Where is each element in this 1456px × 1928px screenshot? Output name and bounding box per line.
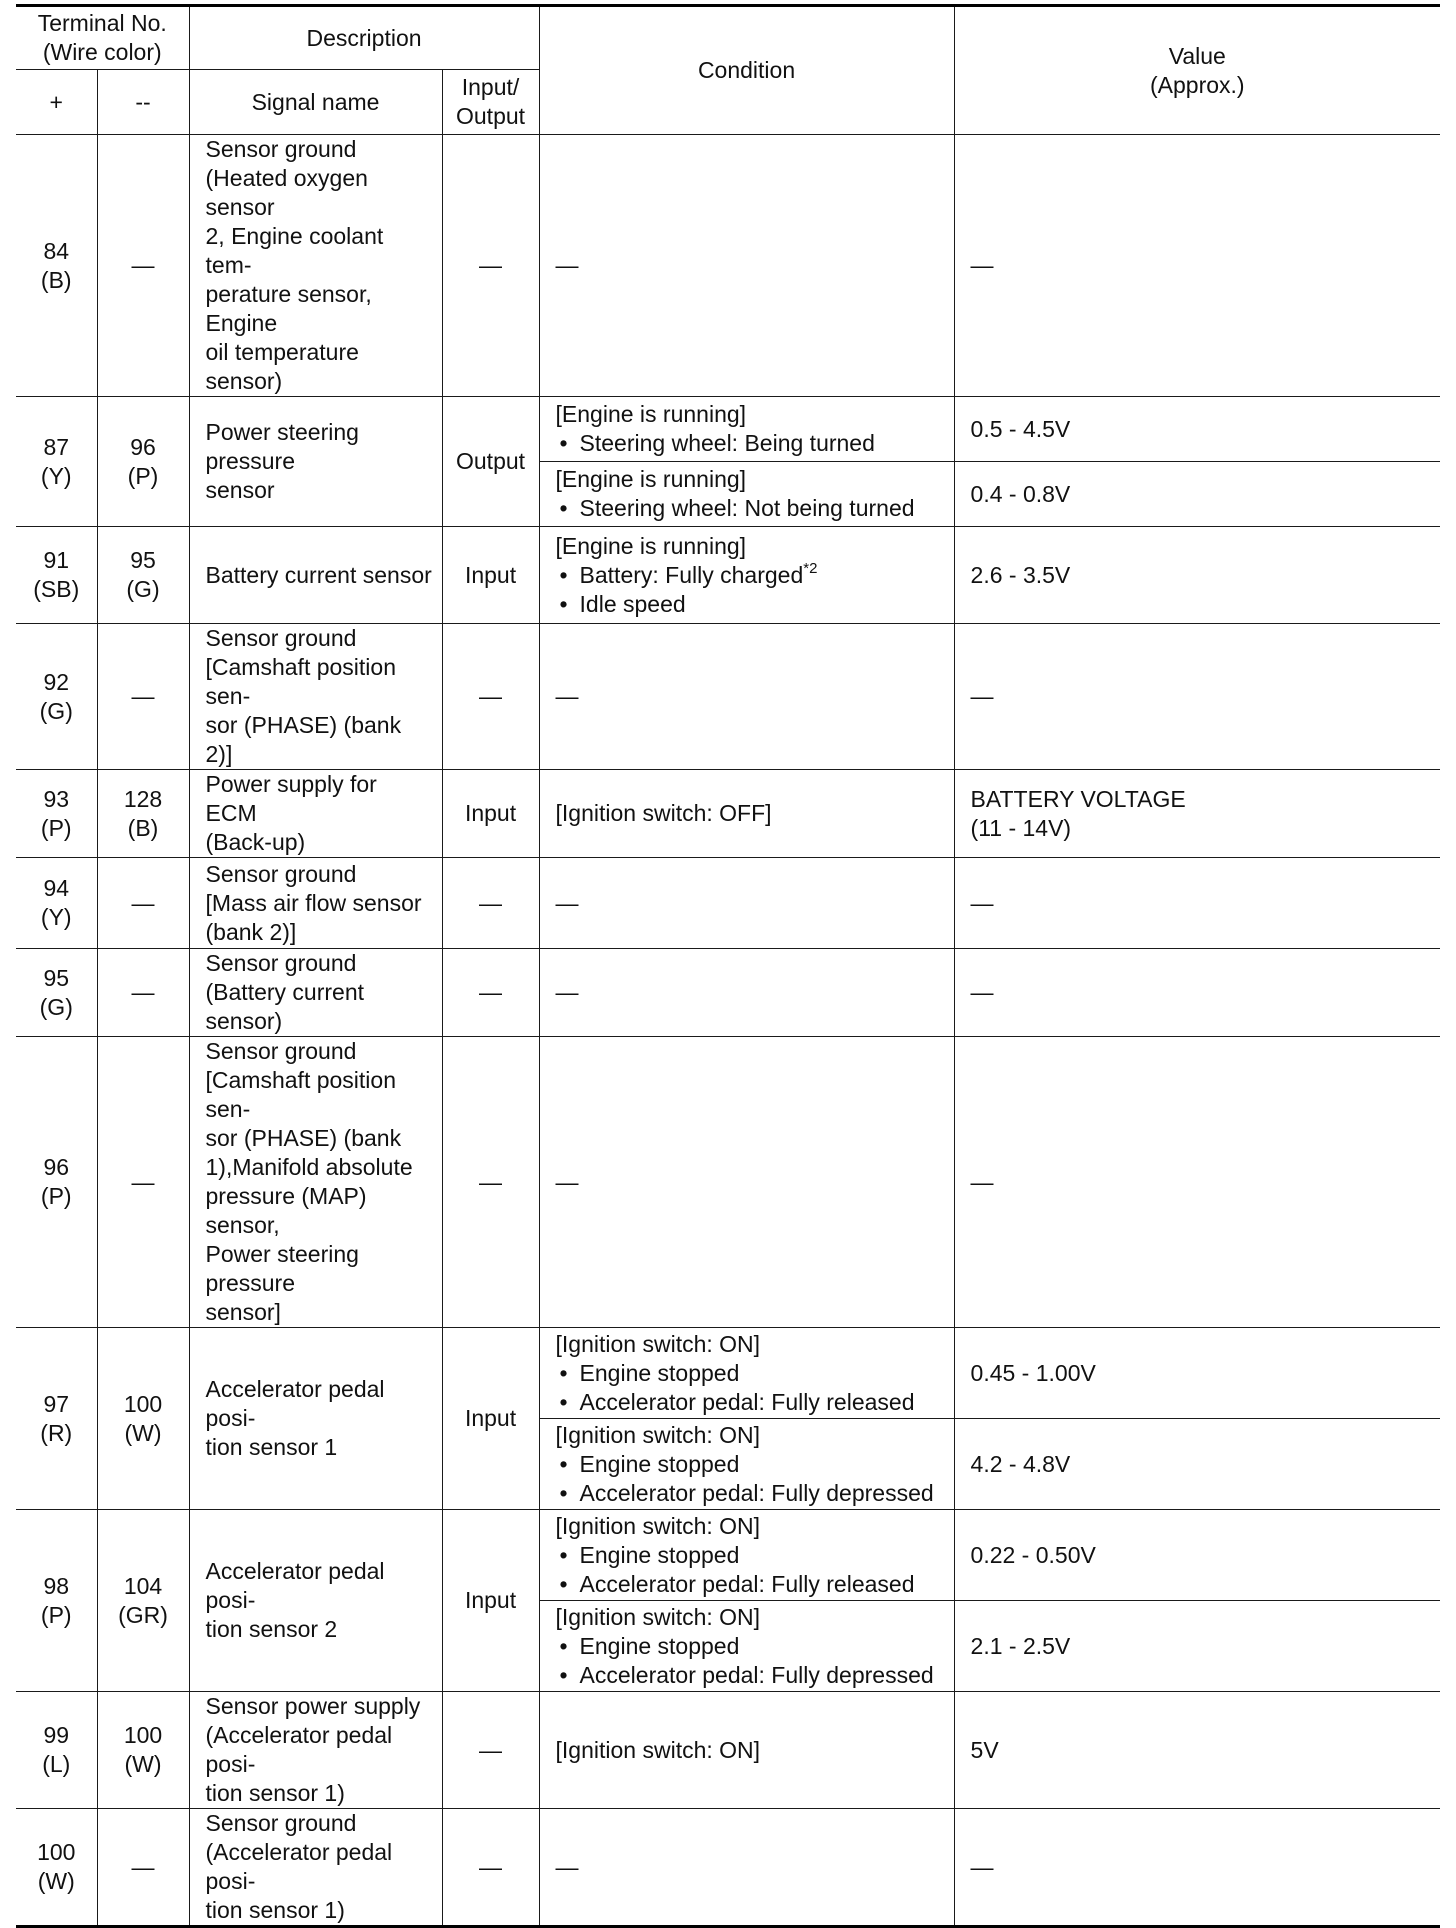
text-line: (P) <box>40 814 72 841</box>
text-line: Sensor ground <box>205 625 357 651</box>
bullet-text: Engine stopped <box>579 1632 740 1659</box>
terminal-plus <box>16 949 97 1037</box>
text-line: Sensor ground <box>205 136 357 162</box>
terminal-minus <box>97 1328 189 1510</box>
header-signal-name: Signal name <box>189 70 442 135</box>
terminal-plus <box>16 1328 97 1510</box>
text-line: (Back-up) <box>205 829 306 855</box>
bullet-text: Accelerator pedal: Fully released <box>579 1388 915 1415</box>
condition-bullet <box>556 1541 946 1570</box>
bullet-text: Accelerator pedal: Fully depressed <box>579 1479 934 1506</box>
bullet-text: Engine stopped <box>579 1450 740 1477</box>
text-line: 92 <box>43 668 70 695</box>
header-input-output: Input/ Output <box>442 70 539 135</box>
condition-head: [Engine is running] <box>555 401 747 427</box>
condition-head: [Engine is running] <box>555 466 747 492</box>
terminal-minus <box>97 624 189 770</box>
terminal-minus <box>97 527 189 624</box>
text-line: 99 <box>43 1722 70 1748</box>
table-row <box>16 1809 1440 1927</box>
text-line: (Accelerator pedal posi- <box>205 1839 393 1894</box>
text-line: (SB) <box>33 576 80 602</box>
condition-bullet <box>556 590 946 619</box>
condition <box>539 1809 954 1927</box>
text-line: 0.45 - 1.00V <box>970 1359 1096 1386</box>
condition-head: — <box>555 252 579 278</box>
text-line: [Mass air flow sensor <box>205 889 422 916</box>
text-line: Accelerator pedal posi- <box>205 1376 385 1431</box>
input-output: — <box>442 135 539 397</box>
text-line: 2.6 - 3.5V <box>970 561 1071 588</box>
condition-bullets <box>556 1541 946 1599</box>
text-line: — <box>131 1853 155 1880</box>
text-line: 93 <box>43 785 70 812</box>
text-line: (W) <box>124 1751 162 1777</box>
terminal-minus <box>97 1809 189 1927</box>
condition-bullets <box>556 561 946 619</box>
text-line: 94 <box>43 875 70 901</box>
terminal-plus <box>16 1809 97 1927</box>
text-line: tion sensor 1 <box>205 1434 338 1460</box>
text-line: Accelerator pedal posi- <box>205 1558 385 1613</box>
signal-name <box>189 397 442 527</box>
condition <box>539 1037 954 1328</box>
table-row <box>16 770 1440 858</box>
input-output: Input <box>442 527 539 624</box>
value <box>954 462 1440 527</box>
footnote-ref: *2 <box>803 559 818 577</box>
text-line: (P) <box>40 1183 72 1209</box>
text-line: — <box>970 1168 994 1195</box>
condition <box>539 1510 954 1601</box>
text-line: (GR) <box>118 1601 168 1628</box>
text-line: 97 <box>43 1390 70 1417</box>
terminal-plus <box>16 1692 97 1809</box>
text-line: 104 <box>123 1572 163 1599</box>
bullet-text: Engine stopped <box>579 1359 740 1386</box>
value <box>954 1037 1440 1328</box>
signal-name <box>189 858 442 949</box>
text-line: 1),Manifold absolute <box>205 1154 413 1180</box>
input-output: — <box>442 624 539 770</box>
text-line: Sensor ground <box>205 860 357 887</box>
table-row <box>16 624 1440 770</box>
signal-name <box>189 624 442 770</box>
condition <box>539 1328 954 1419</box>
text-line: (Battery current sensor) <box>205 979 365 1034</box>
text-line: (W) <box>124 1419 162 1446</box>
text-line: 0.4 - 0.8V <box>970 480 1071 507</box>
signal-name <box>189 135 442 397</box>
text-line: 98 <box>43 1572 70 1599</box>
terminal-plus <box>16 624 97 770</box>
condition-bullet <box>556 1661 946 1690</box>
condition-head: [Ignition switch: ON] <box>555 1421 761 1448</box>
terminal-minus <box>97 1037 189 1328</box>
condition-head: [Ignition switch: ON] <box>555 1330 761 1357</box>
text-line: 96 <box>43 1154 70 1180</box>
text-line: 91 <box>43 547 70 573</box>
text-line: tion sensor 1) <box>205 1780 345 1806</box>
condition-bullets <box>556 494 946 523</box>
input-output: — <box>442 1037 539 1328</box>
condition <box>539 527 954 624</box>
text-line: Battery current sensor <box>205 561 432 588</box>
text-line: 0.5 - 4.5V <box>970 415 1071 442</box>
text-line: sensor <box>205 477 275 503</box>
condition-bullets <box>556 429 946 458</box>
signal-name <box>189 1692 442 1809</box>
condition-head: — <box>555 1853 579 1880</box>
terminal-minus <box>97 135 189 397</box>
value <box>954 527 1440 624</box>
condition-bullet <box>556 494 946 523</box>
condition-bullets <box>556 1359 946 1417</box>
text-line: 0.22 - 0.50V <box>970 1541 1096 1568</box>
text-line: Power steering pressure <box>205 1241 359 1296</box>
condition <box>539 462 954 527</box>
value <box>954 624 1440 770</box>
text-line: (B) <box>127 814 159 841</box>
signal-name <box>189 527 442 624</box>
table-row <box>16 397 1440 462</box>
signal-name <box>189 1037 442 1328</box>
text-line: (G) <box>39 993 73 1020</box>
terminal-minus <box>97 949 189 1037</box>
text-line: 84 <box>43 237 70 264</box>
condition-head: — <box>555 979 579 1005</box>
condition-head: — <box>555 1168 579 1195</box>
text-line: Sensor ground <box>205 1038 357 1064</box>
text-line: — <box>970 683 994 709</box>
condition-head: — <box>555 683 579 709</box>
text-line: 5V <box>970 1736 999 1763</box>
table-row <box>16 949 1440 1037</box>
terminal-minus <box>97 770 189 858</box>
condition-bullet <box>556 1359 946 1388</box>
table-row <box>16 858 1440 949</box>
terminal-minus <box>97 397 189 527</box>
header-terminal-no: Terminal No. (Wire color) <box>16 6 189 70</box>
text-line: Sensor power supply <box>205 1693 421 1719</box>
value <box>954 1809 1440 1927</box>
text-line: — <box>131 979 155 1005</box>
text-line: 4.2 - 4.8V <box>970 1450 1071 1477</box>
text-line: (B) <box>40 266 72 293</box>
condition-head: [Ignition switch: ON] <box>555 1512 761 1539</box>
bullet-text: Steering wheel: Not being turned <box>579 495 915 521</box>
text-line: — <box>970 979 994 1005</box>
value <box>954 1510 1440 1601</box>
condition-bullet <box>556 429 946 458</box>
text-line: sensor] <box>205 1299 281 1325</box>
text-line: pressure (MAP) sensor, <box>205 1183 367 1238</box>
input-output: Input <box>442 770 539 858</box>
condition-head: [Engine is running] <box>555 532 747 559</box>
text-line: (L) <box>42 1751 71 1777</box>
condition-bullet <box>556 1632 946 1661</box>
input-output: — <box>442 858 539 949</box>
value <box>954 949 1440 1037</box>
text-line: (11 - 14V) <box>970 814 1072 841</box>
text-line: Power steering pressure <box>205 419 359 474</box>
bullet-text: Idle speed <box>579 590 686 617</box>
text-line: Sensor ground <box>205 950 357 976</box>
value <box>954 1601 1440 1692</box>
text-line: (Accelerator pedal posi- <box>205 1722 393 1777</box>
terminal-plus <box>16 397 97 527</box>
bullet-text: Engine stopped <box>579 1541 740 1568</box>
text-line: — <box>131 252 155 278</box>
text-line: [Camshaft position sen- <box>205 1067 396 1122</box>
condition-bullet <box>556 1388 946 1417</box>
text-line: 2, Engine coolant tem- <box>205 223 384 278</box>
text-line: (Y) <box>40 462 72 489</box>
signal-name <box>189 1510 442 1692</box>
text-line: — <box>970 1853 994 1880</box>
signal-name <box>189 1809 442 1927</box>
condition-bullet <box>556 561 946 590</box>
input-output: — <box>442 949 539 1037</box>
terminal-minus <box>97 1510 189 1692</box>
condition <box>539 397 954 462</box>
condition <box>539 1601 954 1692</box>
value <box>954 1419 1440 1510</box>
condition-head: [Ignition switch: ON] <box>555 1736 761 1763</box>
text-line: Power supply for ECM <box>205 771 377 826</box>
text-line: (W) <box>37 1868 75 1894</box>
header-value: Value (Approx.) <box>954 6 1440 135</box>
condition-bullet <box>556 1479 946 1508</box>
terminal-plus <box>16 527 97 624</box>
signal-name <box>189 770 442 858</box>
value <box>954 858 1440 949</box>
condition <box>539 1419 954 1510</box>
condition <box>539 949 954 1037</box>
text-line: — <box>970 889 994 916</box>
condition <box>539 770 954 858</box>
text-line: (Y) <box>40 904 72 930</box>
terminal-minus <box>97 1692 189 1809</box>
text-line: oil temperature sensor) <box>205 339 359 394</box>
text-line: (G) <box>126 576 160 602</box>
text-line: 128 <box>123 785 163 812</box>
table-row <box>16 1037 1440 1328</box>
condition-head: [Ignition switch: ON] <box>555 1603 761 1630</box>
condition <box>539 858 954 949</box>
terminal-plus <box>16 1037 97 1328</box>
header-description: Description <box>189 6 539 70</box>
text-line: — <box>970 252 994 278</box>
text-line: (P) <box>127 462 159 489</box>
terminal-plus <box>16 1510 97 1692</box>
text-line: 96 <box>130 433 156 460</box>
table-row <box>16 1692 1440 1809</box>
condition-bullet <box>556 1450 946 1479</box>
condition-bullets <box>556 1450 946 1508</box>
table-row <box>16 135 1440 397</box>
condition <box>539 624 954 770</box>
signal-name <box>189 949 442 1037</box>
text-line: (P) <box>40 1601 72 1628</box>
text-line: 95 <box>43 964 70 991</box>
text-line: (Heated oxygen sensor <box>205 165 368 220</box>
signal-name <box>189 1328 442 1510</box>
bullet-text: Accelerator pedal: Fully released <box>579 1570 915 1597</box>
condition-head: [Ignition switch: OFF] <box>555 800 772 826</box>
text-line: 100 <box>37 1839 76 1865</box>
text-line: 95 <box>130 547 156 573</box>
bullet-text: Battery: Fully charged <box>579 561 804 588</box>
text-line: 87 <box>43 433 70 460</box>
bullet-text: Steering wheel: Being turned <box>579 430 875 456</box>
text-line: — <box>131 683 155 709</box>
condition-bullet <box>556 1570 946 1599</box>
text-line: 100 <box>123 1722 163 1748</box>
ecm-terminal-table <box>16 4 1440 1928</box>
text-line: [Camshaft position sen- <box>205 654 396 709</box>
text-line: 100 <box>123 1390 163 1417</box>
text-line: tion sensor 1) <box>205 1897 345 1923</box>
condition <box>539 1692 954 1809</box>
table-row <box>16 527 1440 624</box>
text-line: sor (PHASE) (bank 2)] <box>205 712 402 767</box>
value <box>954 397 1440 462</box>
text-line: Sensor ground <box>205 1810 357 1836</box>
value <box>954 770 1440 858</box>
text-line: 2.1 - 2.5V <box>970 1632 1071 1659</box>
value <box>954 1692 1440 1809</box>
terminal-plus <box>16 770 97 858</box>
text-line: tion sensor 2 <box>205 1616 338 1642</box>
text-line: — <box>131 1168 155 1195</box>
text-line: (bank 2)] <box>205 918 297 945</box>
text-line: (R) <box>40 1419 73 1446</box>
input-output: Input <box>442 1510 539 1692</box>
terminal-plus <box>16 135 97 397</box>
text-line: — <box>131 889 155 916</box>
condition <box>539 135 954 397</box>
input-output: Output <box>442 397 539 527</box>
table-row <box>16 1328 1440 1419</box>
bullet-text: Accelerator pedal: Fully depressed <box>579 1661 934 1688</box>
input-output: — <box>442 1692 539 1809</box>
header-minus: -- <box>97 70 189 135</box>
text-line: perature sensor, Engine <box>205 281 372 336</box>
text-line: (G) <box>39 697 73 724</box>
condition-head: — <box>555 889 579 916</box>
header-plus: + <box>16 70 97 135</box>
header-condition: Condition <box>539 6 954 135</box>
terminal-minus <box>97 858 189 949</box>
condition-bullets <box>556 1632 946 1690</box>
input-output: — <box>442 1809 539 1927</box>
terminal-plus <box>16 858 97 949</box>
value <box>954 135 1440 397</box>
text-line: BATTERY VOLTAGE <box>970 785 1186 812</box>
input-output: Input <box>442 1328 539 1510</box>
text-line: sor (PHASE) (bank <box>205 1125 402 1151</box>
table-row <box>16 1510 1440 1601</box>
value <box>954 1328 1440 1419</box>
